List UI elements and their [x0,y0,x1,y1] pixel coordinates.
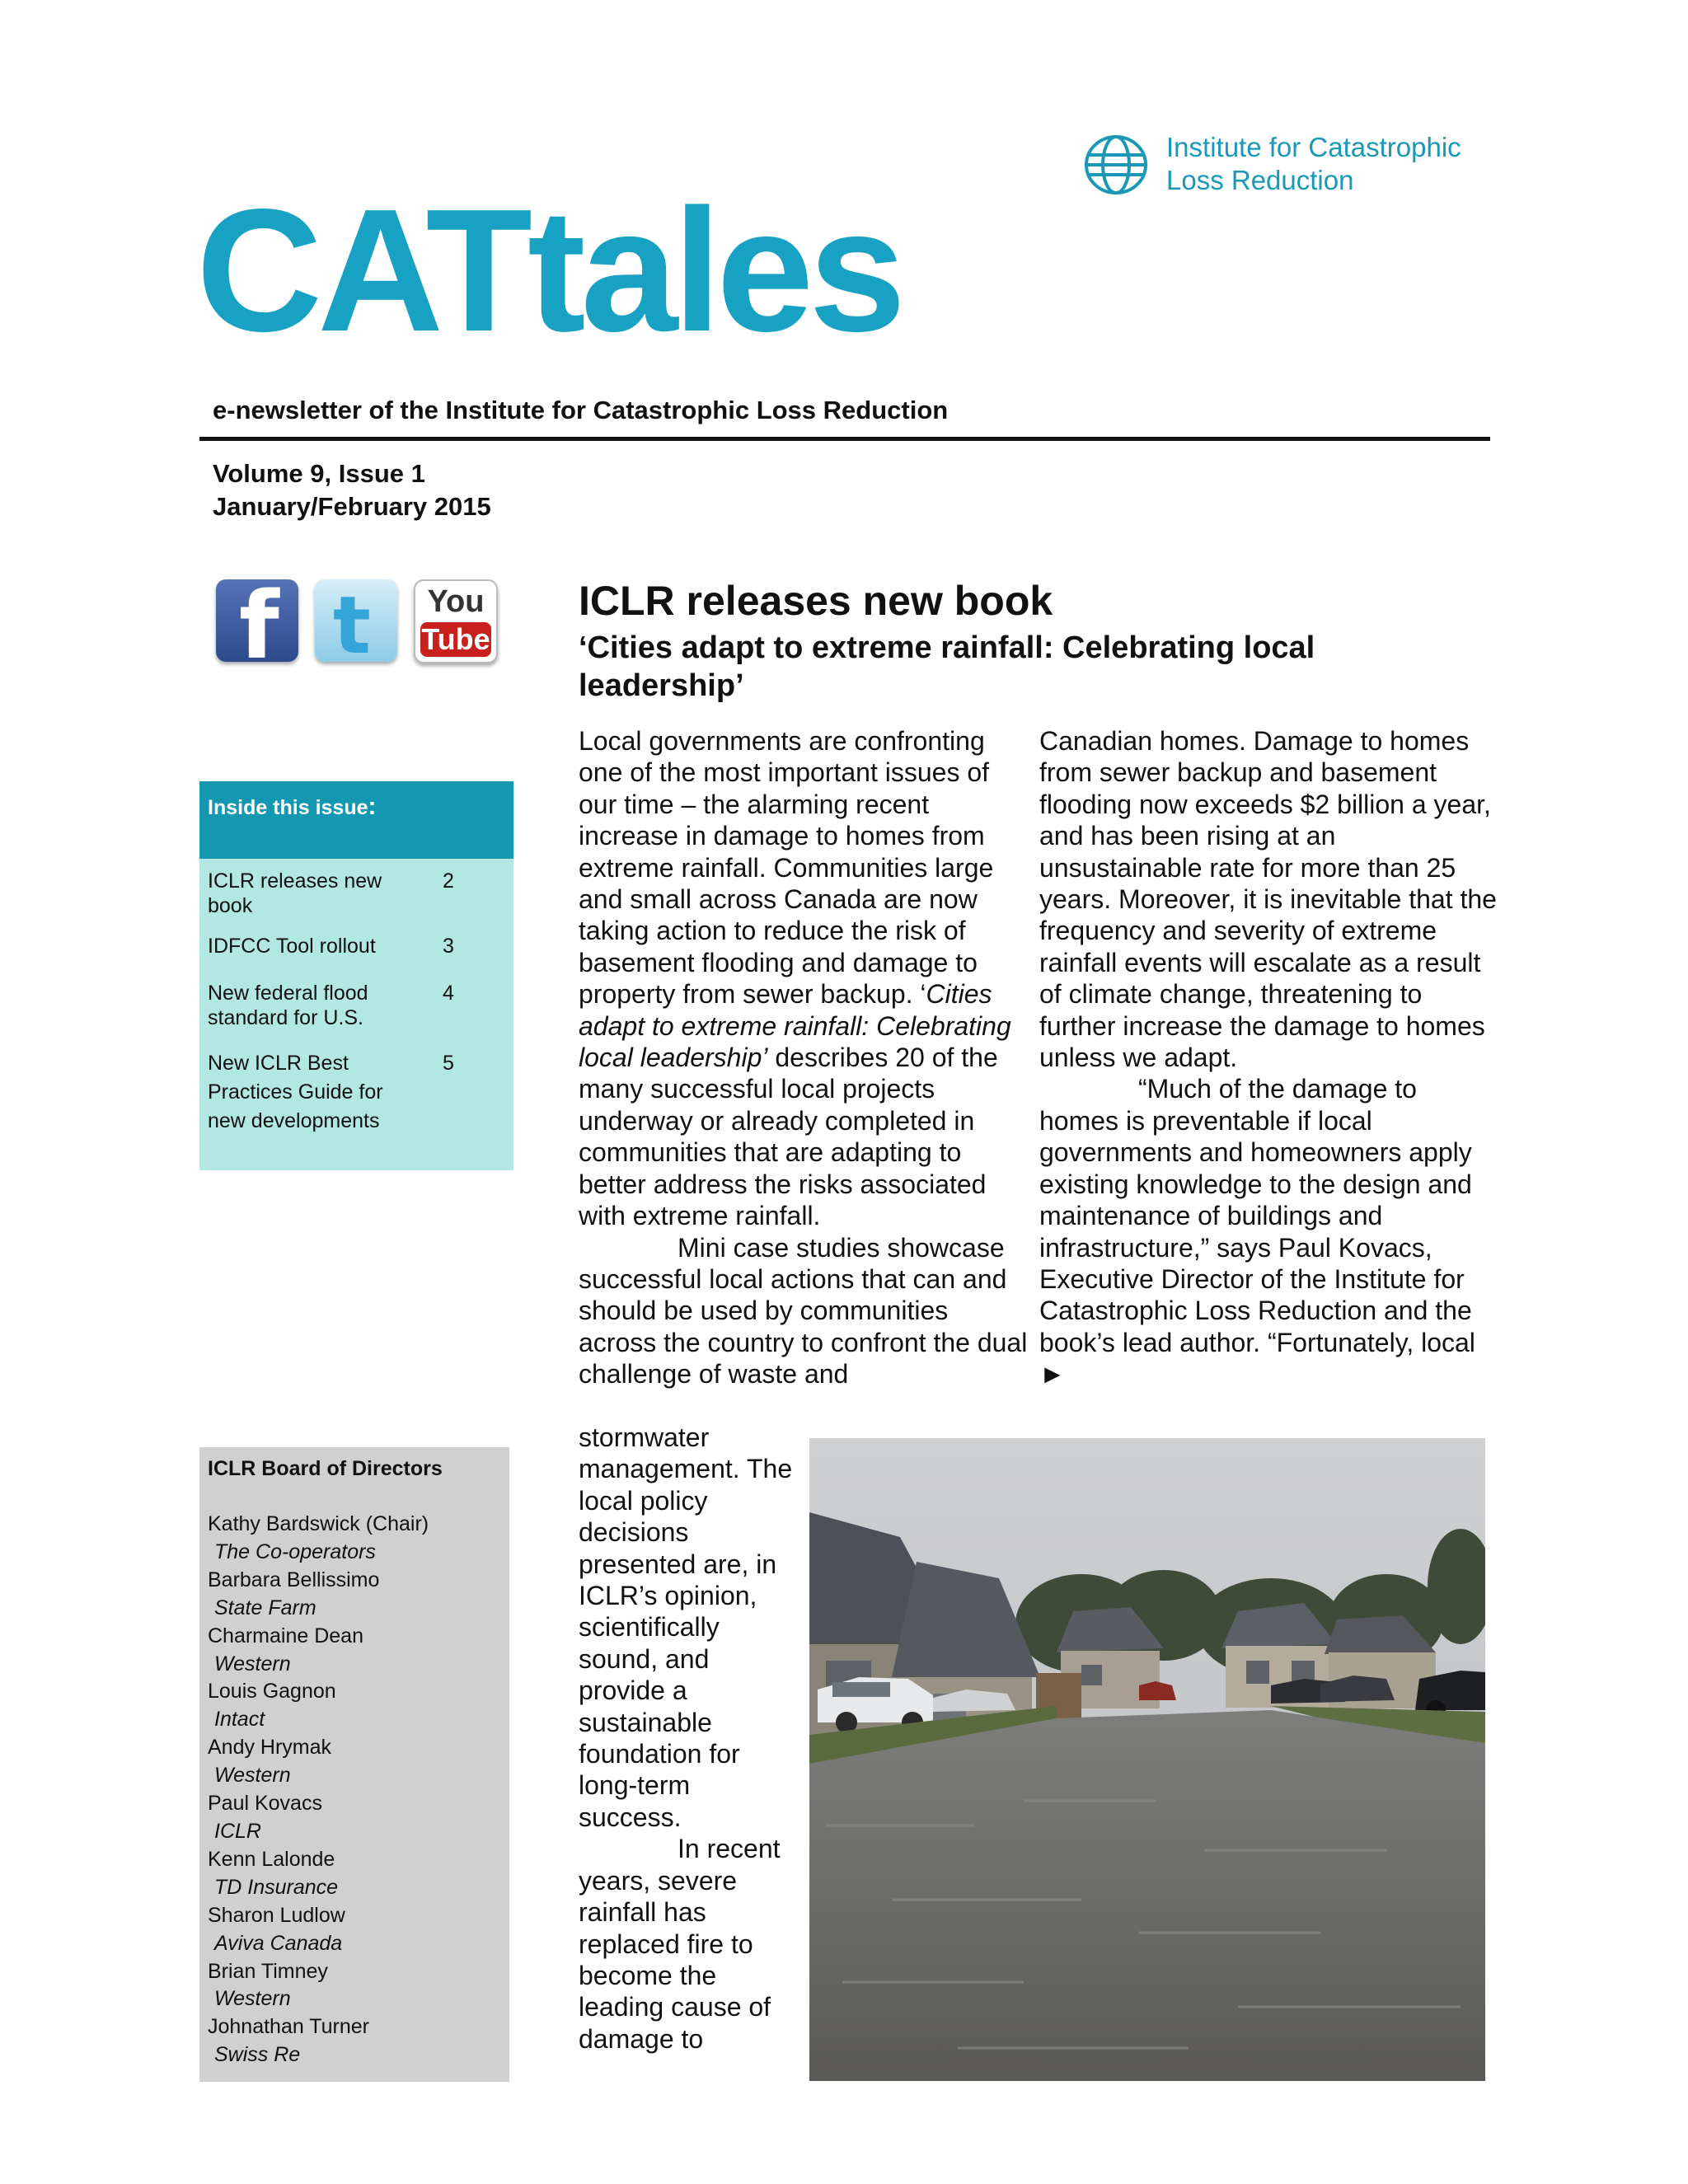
article-subhead: ‘Cities adapt to extreme rainfall: Celebrating local leadership’ [579,630,1315,703]
board-member-company: State Farm [214,1596,316,1619]
article-paragraph: Canadian homes. Damage to homes from sewer backup and basement flooding now exceeds $2 billion a year, and has been rising at an unsustainable rate for more than 25 years. Moreover, it is inevitable that the frequency and severity of extreme rainfall events will escalate as a result of climate change, threatening to further increase the damage to homes unless we adapt. [1039,726,1497,1073]
article-column-1-continued [579,1422,793,2055]
issue-date: January/February 2015 [213,492,491,521]
inside-this-issue-box [199,781,513,1170]
board-member-company: Swiss Re [214,2043,301,2067]
social-links [216,573,500,680]
board-member-company: Aviva Canada [214,1931,343,1955]
article-text: describes 20 of the many successful local projects underway or already completed in communities that are adapting to better address the risks associated with extreme rainfall. [579,1043,998,1231]
inside-header: Inside this issue: [199,781,513,859]
article-paragraph: stormwater management. The local policy decisions presented are, in ICLR’s opinion, scientifically sound, and provide a sustainable foundation for long-term success. [579,1422,793,1832]
youtube-you: You [427,584,485,619]
globe-icon [1081,132,1151,198]
flood-scene-illustration [809,1438,1485,2081]
board-member-company: Intact [214,1708,265,1732]
twitter-icon[interactable] [315,579,397,672]
header-divider [199,437,1490,441]
issue-info [213,457,491,523]
toc-item-page: 3 [443,935,454,958]
board-member-company: TD Insurance [214,1875,339,1899]
board-member-name: Barbara Bellissimo [208,1568,380,1591]
toc-item-title: New ICLR Best Practices Guide for new developments [208,1052,383,1132]
article-text: Local governments are confronting one of the most important issues of our time – the alarming recent increase in damage to homes from extreme rainfall. Communities large and small across Canada are now taking action to reduce the risk of basement flooding and damage to property from sewer backup. ‘ [579,726,994,1010]
tagline: e-newsletter of the Institute for Catastrophic Loss Reduction [213,396,949,424]
book-title: Cities adapt to extreme rainfall: Celebrating local leadership’ [579,979,1011,1073]
article-headline: ICLR releases new book [579,578,1053,624]
org-name-line2: Loss Reduction [1166,165,1354,195]
toc-item-title: IDFCC Tool rollout [208,935,376,958]
toc-item-title: ICLR releases new book [208,869,382,917]
board-member-name: Andy Hrymak [208,1736,332,1760]
toc-item-page: 5 [443,1052,454,1075]
board-of-directors-box [199,1447,509,2082]
flooded-street-photo [809,1438,1485,2081]
article-paragraph: In recent years, severe rainfall has replaced fire to become the leading cause of damage to [579,1834,781,2054]
facebook-glyph: f [239,573,279,680]
board-list [208,1511,429,2069]
toc-item-page: 2 [443,869,454,893]
board-member-company: The Co-operators [214,1540,376,1563]
inside-title: Inside this issue [208,796,368,819]
board-member-name: Brian Timney [208,1959,328,1983]
issue-volume: Volume 9, Issue 1 [213,459,425,488]
board-member-company: Western [214,1652,291,1675]
board-member-company: ICLR [214,1819,261,1843]
board-member-name: Charmaine Dean [208,1624,363,1647]
iclr-logo [1081,132,1493,198]
board-member-name: Louis Gagnon [208,1680,336,1704]
toc-item-page: 4 [443,982,454,1005]
twitter-glyph: t [333,579,371,672]
masthead-title: CATtales [196,172,902,368]
article-column-2 [1039,725,1501,1390]
board-member-name: Kathy Bardswick (Chair) [208,1512,429,1535]
board-member-name: Johnathan Turner [208,2015,369,2039]
article-column-1 [579,725,1028,1390]
article-paragraph: “Much of the damage to homes is preventable if local governments and homeowners apply existing knowledge to the design and maintenance of buildings and infrastructure,” says Paul Kovacs, Executive Director of the Institute for Catastrophic Loss Reduction and the book’s lead author. “Fortunately, local ► [1039,1074,1475,1390]
board-member-company: Western [214,1764,291,1788]
board-member-name: Sharon Ludlow [208,1903,345,1927]
board-title: ICLR Board of Directors [208,1457,443,1480]
article-paragraph [579,725,1028,1232]
board-member-name: Paul Kovacs [208,1792,322,1816]
board-member-name: Kenn Lalonde [208,1847,335,1871]
org-name-line1: Institute for Catastrophic [1166,132,1461,162]
youtube-icon[interactable] [414,579,498,663]
facebook-icon[interactable] [216,573,298,680]
toc-item-title: New federal flood standard for U.S. [208,982,368,1029]
youtube-tube: Tube [421,622,490,656]
article-paragraph: Mini case studies showcase successful local actions that can and should be used by communities across the country to confront the dual challenge of waste and [579,1232,1028,1390]
board-member-company: Western [214,1987,291,2011]
